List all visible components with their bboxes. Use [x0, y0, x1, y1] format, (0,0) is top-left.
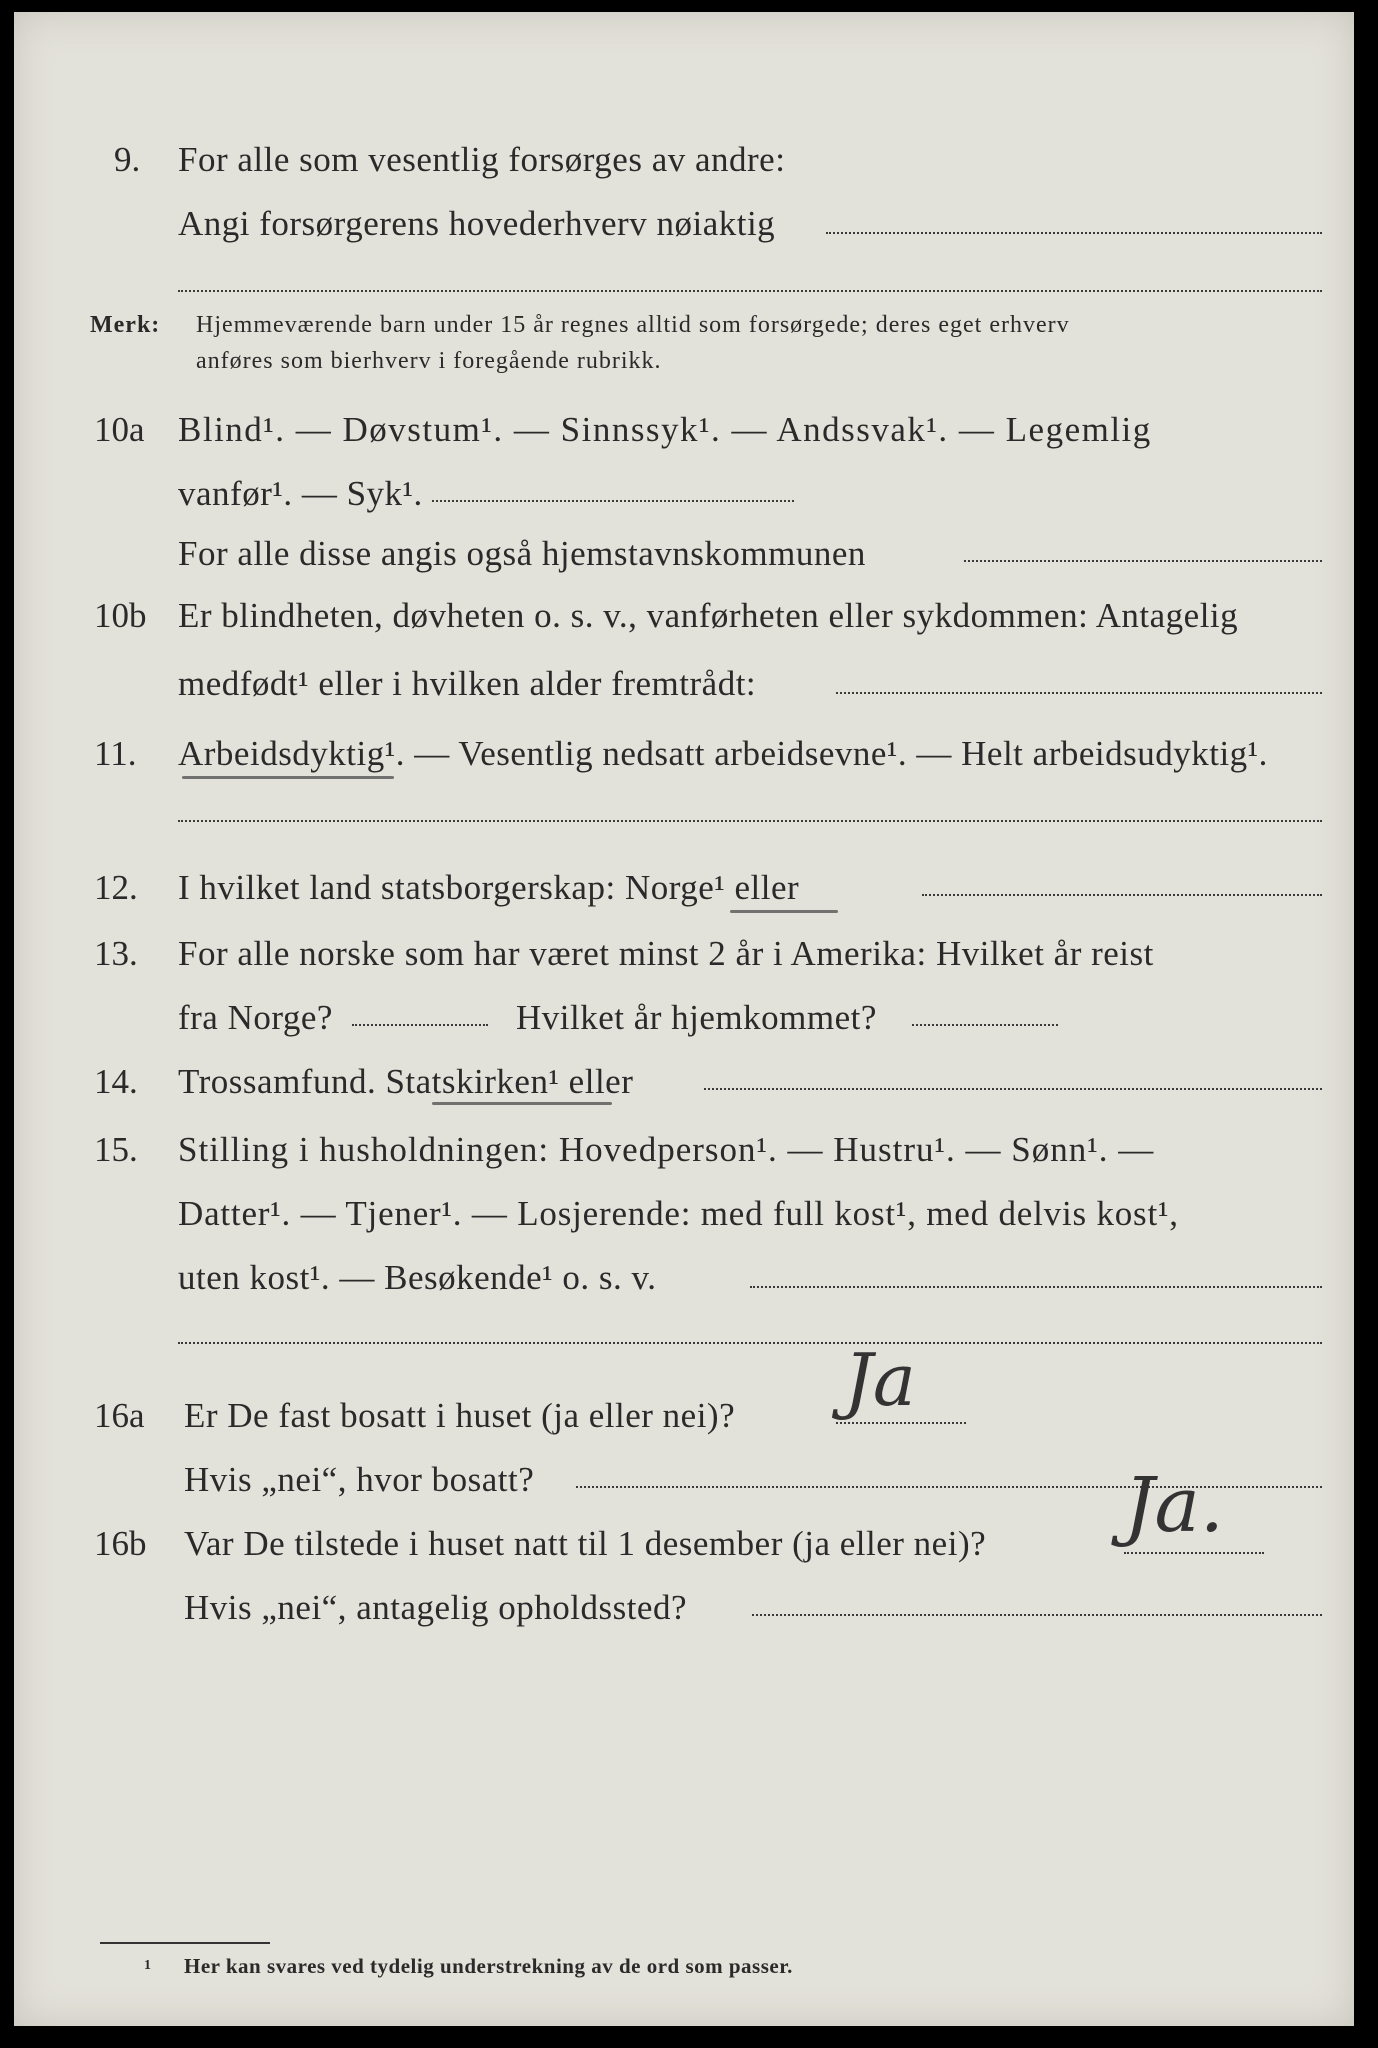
question-10a-number: 10a	[94, 410, 145, 449]
question-9-text: For alle som vesentlig forsørges av andre:	[178, 140, 786, 179]
question-10b-text-2: medfødt¹ eller i hvilken alder fremtrådt:	[178, 664, 757, 703]
answer-line-9a[interactable]	[826, 232, 1322, 234]
merk-label: Merk:	[90, 312, 161, 338]
question-16b-number: 16b	[94, 1524, 147, 1563]
handwritten-answer-16a: Ja	[844, 1338, 916, 1422]
question-13-number: 13.	[94, 934, 138, 973]
answer-line-10b[interactable]	[836, 692, 1322, 694]
answer-line-16b[interactable]	[1124, 1552, 1264, 1554]
question-13-text: For alle norske som har været minst 2 år i Amerika: Hvilket år reist	[178, 934, 1154, 973]
merk-text-2: anføres som bierhverv i foregående rubrikk.	[196, 348, 662, 374]
question-12-number: 12.	[94, 868, 138, 907]
answer-line-9b[interactable]	[178, 290, 1322, 292]
question-10a-text-2: vanfør¹. — Syk¹.	[178, 474, 423, 513]
question-13-text-2b: Hvilket år hjemkommet?	[516, 998, 877, 1037]
answer-line-15b[interactable]	[178, 1342, 1322, 1344]
handwritten-underline-arbeidsdyktig	[182, 776, 394, 779]
question-16a-number: 16a	[94, 1396, 145, 1435]
footnote-mark: 1	[144, 1958, 152, 1973]
question-11-text: Arbeidsdyktig¹. — Vesentlig nedsatt arbeidsevne¹. — Helt arbeidsudyktig¹.	[178, 734, 1268, 773]
question-16a-text: Er De fast bosatt i huset (ja eller nei)?	[184, 1396, 736, 1435]
question-12-text: I hvilket land statsborgerskap: Norge¹ eller	[178, 868, 800, 907]
answer-line-13-hjemkommet[interactable]	[912, 1024, 1058, 1026]
question-10a-text: Blind¹. — Døvstum¹. — Sinnssyk¹. — Andssvak¹. — Legemlig	[178, 410, 1152, 449]
merk-text-1: Hjemmeværende barn under 15 år regnes alltid som forsørgede; deres eget erhverv	[196, 312, 1070, 338]
question-16b-text-2: Hvis „nei“, antagelig opholdssted?	[184, 1588, 687, 1627]
question-15-number: 15.	[94, 1130, 138, 1169]
question-15-text: Stilling i husholdningen: Hovedperson¹. — Hustru¹. — Sønn¹. —	[178, 1130, 1155, 1169]
question-16b-text: Var De tilstede i huset natt til 1 desember (ja eller nei)?	[184, 1524, 987, 1563]
question-11-number: 11.	[94, 734, 137, 773]
answer-line-12[interactable]	[922, 894, 1322, 896]
footnote-rule	[100, 1942, 270, 1944]
question-10b-text: Er blindheten, døvheten o. s. v., vanførheten eller sykdommen: Antagelig	[178, 596, 1239, 635]
question-14-number: 14.	[94, 1062, 138, 1101]
answer-line-10a-kommune[interactable]	[964, 560, 1322, 562]
question-9-subtext: Angi forsørgerens hovederhverv nøiaktig	[178, 204, 776, 243]
answer-line-16a[interactable]	[836, 1422, 966, 1424]
question-10b-number: 10b	[94, 596, 147, 635]
handwritten-underline-statskirken	[432, 1102, 612, 1105]
question-9-number: 9.	[114, 140, 141, 179]
answer-line-13-reist[interactable]	[352, 1024, 488, 1026]
question-10a-text-3: For alle disse angis også hjemstavnskommunen	[178, 534, 866, 573]
answer-line-15[interactable]	[750, 1286, 1322, 1288]
footnote-text: Her kan svares ved tydelig understrekning av de ord som passer.	[184, 1954, 793, 1978]
answer-line-10a[interactable]	[432, 500, 794, 502]
answer-line-14[interactable]	[704, 1088, 1322, 1090]
answer-line-16b-opholdssted[interactable]	[752, 1614, 1322, 1616]
answer-line-11[interactable]	[178, 820, 1322, 822]
question-13-text-2a: fra Norge?	[178, 998, 333, 1037]
handwritten-underline-norge	[730, 910, 838, 913]
census-form-page	[14, 12, 1354, 2026]
handwritten-answer-16b: Ja.	[1124, 1460, 1224, 1549]
question-16a-text-2: Hvis „nei“, hvor bosatt?	[184, 1460, 535, 1499]
question-15-text-2: Datter¹. — Tjener¹. — Losjerende: med full kost¹, med delvis kost¹,	[178, 1194, 1179, 1233]
question-14-text: Trossamfund. Statskirken¹ eller	[178, 1062, 634, 1101]
question-15-text-3: uten kost¹. — Besøkende¹ o. s. v.	[178, 1258, 657, 1297]
